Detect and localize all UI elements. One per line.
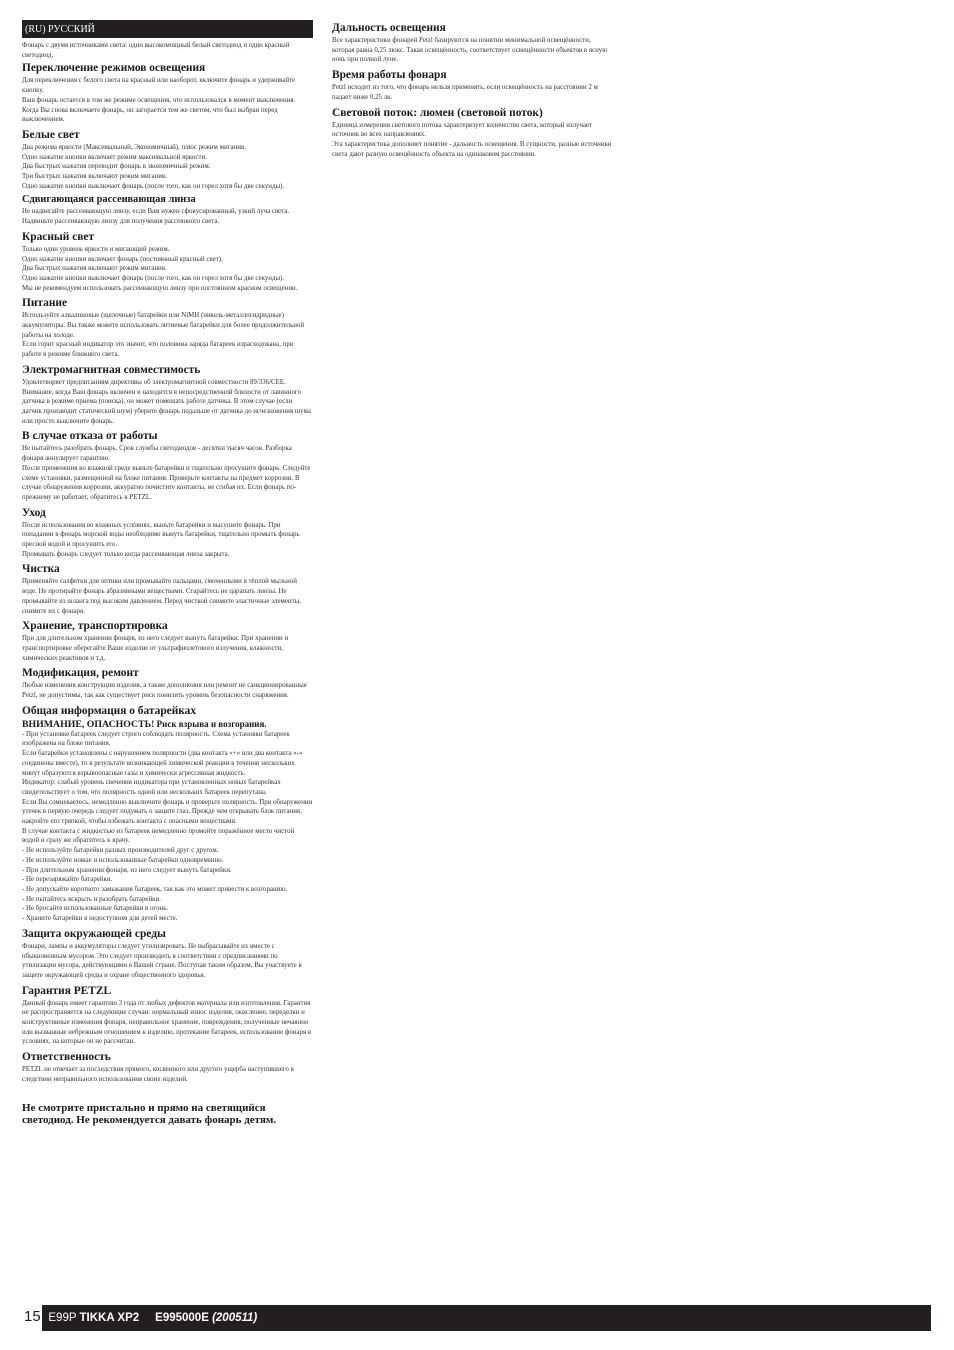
section-text-environment: Фонари, лампы и аккумуляторы следует утилизировать. Не выбрасывайте их вместе с обыкновенным мусором. Это следует производить в соответствии с предписаниями по утилизации мусора, действующими в Вашей стране. Поступая таким образом, Вы участвуете в защите окружающей среды и охране общественного здоровья. (22, 942, 302, 979)
section-text-red-light: Только один уровень яркости и мигающий режим. Одно нажатие кнопки включает фонарь (постоянный красный свет). Два быстрых нажатия включают режим мигания. Одно нажатие кнопки выключает фонарь (после того, как он горел хотя бы две секунды). Мы не рекомендуем использовать рассеивающую линзу при постоянном красном освещении. (22, 245, 298, 292)
section-title-power: Питание (22, 297, 68, 310)
page-footer (0, 1304, 954, 1331)
section-title-red-light: Красный свет (22, 230, 95, 243)
section-text-range: Все характеристики фонарей Petzl базируются на понятии минимальной освещённости, которая равна 0,25 люкс. Такая освещённость, соответствует освещённости объектов в ясную ночь при полной луне. (332, 37, 608, 64)
footer-code-prefix: E99P (48, 1312, 77, 1324)
left-column (22, 20, 313, 1127)
section-title-liability: Ответственность (22, 1051, 111, 1064)
footer-doc-date: (200511) (212, 1312, 258, 1324)
section-title-warranty: Гарантия PETZL (22, 984, 112, 997)
section-title-environment: Защита окружающей среды (22, 927, 166, 940)
section-text-emc: Удовлетворяет предписаниям директивы об электромагнитной совместности 89/336/CEE. Внимание, когда Ваш фонарь включен и находится в непосредственной близости от лавинного датчика в режиме приема (поиска), он может помешать работе датчика. В этом случае (если датчик производит статический шум) уберите фонарь подальше от датчика до исчезновения шума или просто выключите фонарь. (22, 378, 311, 425)
section-title-runtime: Время работы фонаря (332, 69, 447, 82)
section-text-storage: При для длительном хранении фонаря, из него следует вынуть батарейки. При хранении и транспортировке оберегайте Ваше изделие от ультрафиолетового излучения, влажности, химических реактивов и т.д. (22, 635, 289, 662)
section-title-white-light: Белые свет (22, 128, 80, 141)
section-text-cleaning: Применяйте салфетки для оптики или промывайте пальцами, смоченными в тёплой мыльной воде. Не протирайте фонарь абразивными веществами. Старайтесь не царапать линзы. Не промывайте из шланга под высоким давлением. Перед чисткой снимите эластичные элементы, снимите их с фонаря. (22, 578, 301, 615)
section-text-runtime: Petzl исходит из того, что фонарь нельзя применять, если освещённость на расстоянии 2 м падает ниже 0,25 лк. (332, 84, 598, 101)
section-text-battery-info: - При установке батареек следует строго соблюдать полярность. Схема установки батареек изображена на блоке питания. Если батарейки установлены с нарушением полярности (два контакта «+» или два контакта «-» соединены вместе), то в результате возникающей химической реакции в течении нескольких минут образуются взрывоопасные газы и химически агрессивная жидкость. Индикатор: слабый уровень свечения индикатора при установленных новых батарейках свидетельствует о том, что полярность одной или нескольких батареек перепутана. Если Вы сомневаетесь, немедленно выключите фонарь и проверьте полярность. При обнаружении утечек в первую очередь следует подумать о защите глаз. Прежде чем открывать блок питания, накройте его тряпкой, чтобы избежать контакта с опасными веществами. В случае контакта с жидкостью из батареек немедленно промойте поражённое место чистой водой и сразу же обратитесь к врачу. - Не используйте батарейки разных производителей друг с другом. - Не используйте новые и использованные батарейки одновременно. - При длительном хранении фонаря, из него следует вынуть батарейки. - Не перезаряжайте батарейки. - Не допускайте короткого замыкания батареек, так как это может привести к возгоранию. - Не пытайтесь вскрыть и разобрать батарейки. - Не бросайте использованные батарейки в огонь. - Храните батарейки в недоступном для детей месте. (22, 730, 313, 923)
section-title-battery-info: Общая информация о батарейках (22, 704, 197, 717)
section-title-emc: Электромагнитная совместимость (22, 363, 201, 376)
battery-warning-rest: Риск взрыва и возгорания. (154, 718, 267, 729)
section-text-failure: Не пытайтесь разобрать фонарь. Срок службы светодиодов - десятки тысяч часов. Разборка фонаря аннулирует гарантию. После применения во влажной среде выньте батарейки и тщательно просушите фонарь. Следуйте схеме установки, размещенной на блоке питания. Проверьте контакты на предмет коррозии. В случае обнаружения коррозии, аккуратно почистите контакты, не сгибая их. Если фонарь по-прежнему не работает, обратитесь к PETZL. (22, 445, 311, 501)
battery-warning-caps: ВНИМАНИЕ, ОПАСНОСТЬ! (22, 718, 155, 730)
section-title-failure: В случае отказа от работы (22, 430, 158, 443)
section-title-cleaning: Чистка (22, 563, 60, 576)
section-title-flux: Световой поток: люмен (световой поток) (332, 106, 543, 119)
language-header: (RU) РУССКИЙ (22, 20, 313, 38)
footer-bar (42, 1305, 931, 1331)
section-title-storage: Хранение, транспортировка (22, 620, 168, 633)
page-number: 15 (24, 1308, 41, 1325)
section-text-liability: PETZL не отвечает за последствия прямого, косвенного или другого ущерба наступившего в следствии неправильного использования своих изделий. (22, 1066, 294, 1083)
section-text-lens: Не надвигайте рассеивающую линзу, если Вам нужен сфокусированный, узкий луча света. Надвиньте рассеивающую линзу для получения рассеянного света. (22, 208, 290, 226)
intro-text: Фонарь с двумя источниками света: один высокомощный белый светодиод и один красный светодиод. (22, 42, 290, 59)
section-title-mode-switch: Переключение режимов освещения (22, 62, 206, 75)
section-text-care: После использования во влажных условиях, выньте батарейки и высушите фонарь. При попадании в фонарь морской воды необходимо вынуть батарейки, тщательно промыть фонарь пресной водой и просушить его. Промывать фонарь следует только когда рассеивающая линза закрыта. (22, 521, 300, 558)
footer-product-name: TIKKA XP2 (79, 1312, 140, 1324)
section-title-care: Уход (22, 506, 46, 519)
section-text-flux: Единица измерения светового потока характеризует количество света, который излучает источник во всех направлениях. Эта характеристика дополняет понятие - дальность освещения. В сущности, разные источники света дают разную освещённость объекта на одинаковом расстоянии. (332, 121, 612, 158)
section-title-modification: Модификация, ремонт (22, 667, 139, 680)
section-text-mode-switch: Для переключения с белого света на красный или наоборот, включите фонарь и удерживайте кнопку. Ваш фонарь остается в том же режиме освещения, что использовался в момент выключения. Когда Вы снова включаете фонарь, он загорается тем же светом, что был выбран перед выключением. (22, 77, 296, 124)
right-column (332, 22, 612, 159)
section-text-warranty: Данный фонарь имеет гарантию 3 года от любых дефектов материала или изготовления. Гарантия не распространяется на следующие случаи: нормальный износ изделия, окисление, переделки и конструктивные изменения фонаря, неправильное хранение, повреждения, полученные нечаянно или вызванные небрежным отношением к изделию, протекание батареек, использование фонаря в условиях, на которые он не рассчитан. (22, 999, 312, 1046)
section-title-range: Дальность освещения (332, 22, 446, 34)
section-text-modification: Любые изменения конструкции изделия, а также дополнения или ремонт не санкционированные Petzl, не допустимы, так как существует риск понизить уровень безопасности снаряжения. (22, 682, 307, 700)
battery-warning (22, 719, 313, 730)
section-text-white-light: Два режима яркости (Максимальный, Экономичный), плюс режим мигания. Одно нажатие кнопки включает режим максимальной яркости. Два быстрых нажатия переводит фонарь в экономичный режим. Три быстрых нажатия включают режим мигания. Одно нажатие кнопки выключает фонарь (после того, как он горел хотя бы две секунды). (22, 143, 285, 190)
section-text-power: Используйте алкалиновые (щелочные) батарейки или NiMH (никель-металлогидридные) аккумуляторы. Вы также можете использовать литиевые батарейки для более продолжительной работы на холоде. Если горит красный индикатор это значит, что половина заряда батареек израсходована, при работе в режиме ближнего света. (22, 312, 305, 359)
final-warning: Не смотрите пристально и прямо на светящийся светодиод. Не рекомендуется давать фонарь детям. (22, 1101, 277, 1127)
footer-doc-code: E995000E (155, 1312, 209, 1324)
section-title-lens: Сдвигающаяся рассеивающая линза (22, 194, 196, 206)
